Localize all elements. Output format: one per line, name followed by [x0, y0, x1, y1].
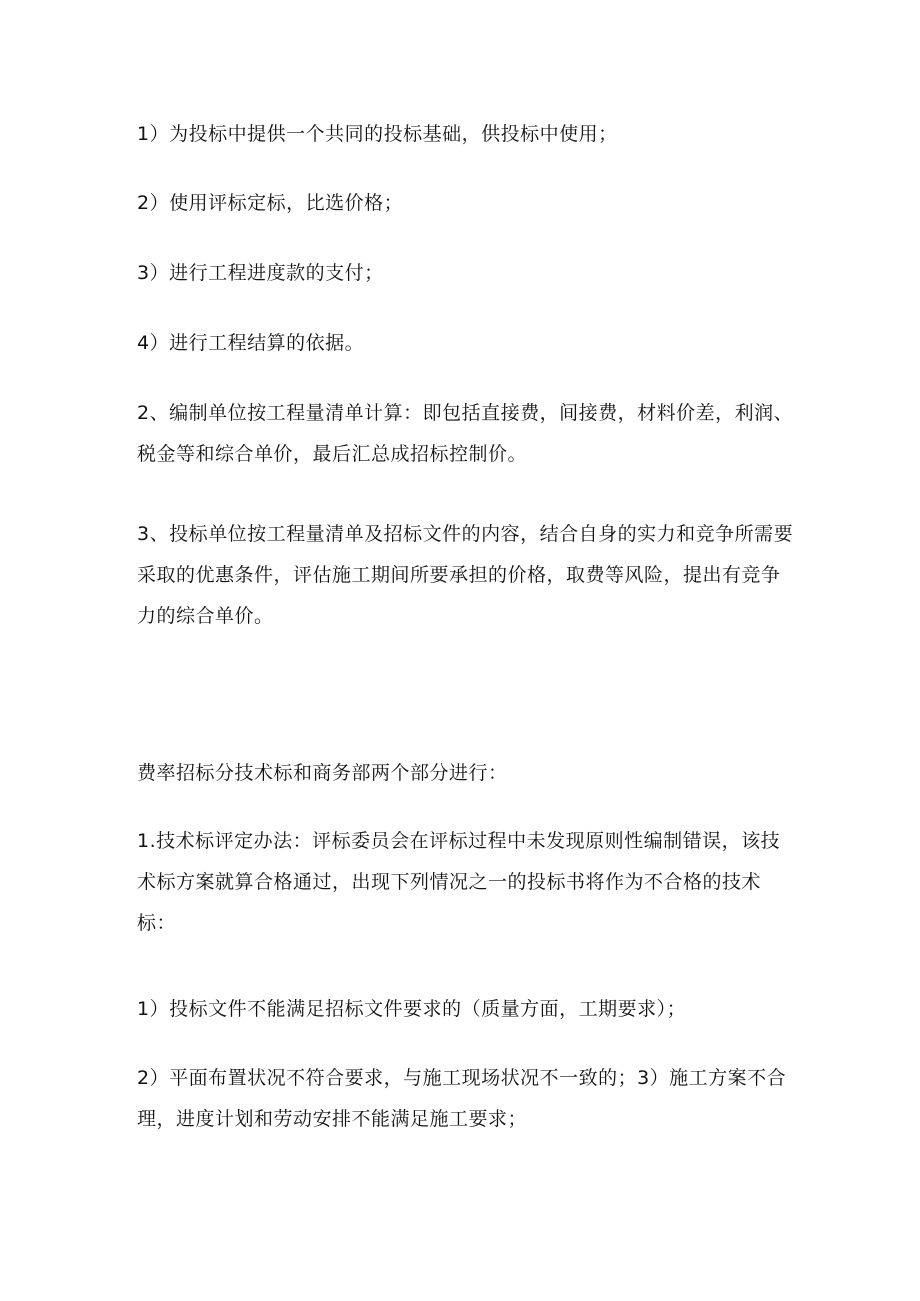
paragraph-rate-bidding-intro: 费率招标分技术标和商务部两个部分进行： [137, 762, 508, 784]
paragraph-bidder-unit-price: 3、投标单位按工程量清单及招标文件的内容，结合自身的实力和竞争所需要采取的优惠条件，评估施工期间所要承担的价格，取费等风险，提出有竞争力的综合单价。 [137, 523, 794, 627]
paragraph-bid-control-price: 2、编制单位按工程量清单计算：即包括直接费，间接费，材料价差，利润、税金等和综合单价，最后汇总成招标控制价。 [137, 402, 794, 465]
list-item-2: 2）使用评标定标，比选价格； [137, 192, 404, 214]
list-item-failure-2-3: 2）平面布置状况不符合要求，与施工现场状况不一致的；3）施工方案不合理，进度计划和劳动安排不能满足施工要求； [137, 1067, 787, 1130]
list-item-4: 4）进行工程结算的依据。 [137, 332, 365, 354]
paragraph-technical-evaluation: 1.技术标评定办法：评标委员会在评标过程中未发现原则性编制错误，该技术标方案就算合格通过，出现下列情况之一的投标书将作为不合格的技术标： [137, 830, 781, 934]
list-item-1: 1）为投标中提供一个共同的投标基础，供投标中使用； [137, 123, 618, 145]
list-item-failure-1: 1）投标文件不能满足招标文件要求的（质量方面，工期要求）； [137, 998, 687, 1020]
list-item-3: 3）进行工程进度款的支付； [137, 262, 384, 284]
